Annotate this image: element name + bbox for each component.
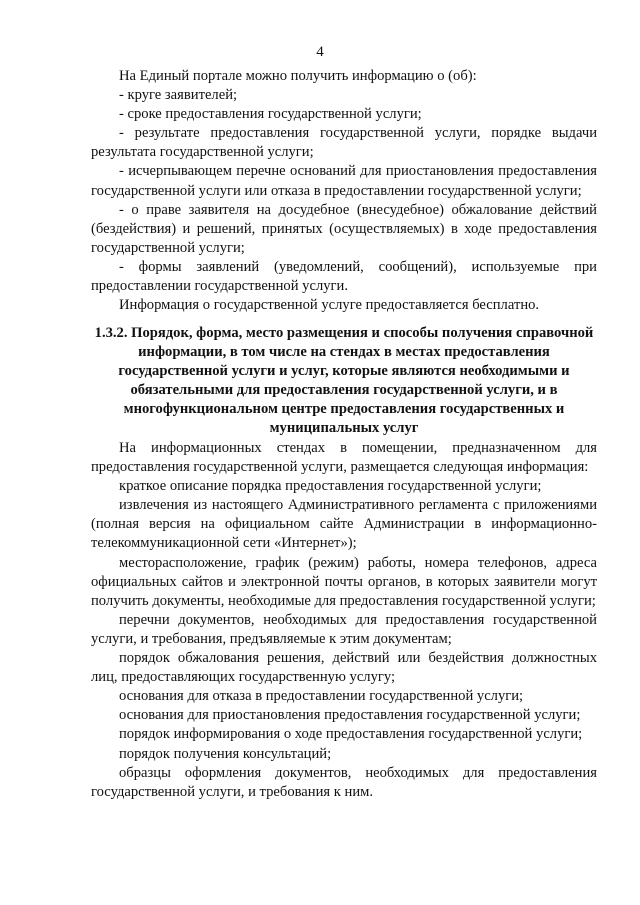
portal-info-lead: На Единый портале можно получить информацию о (об):	[119, 68, 477, 84]
list-item: основания для приостановления предоставления государственной услуги;	[119, 707, 581, 724]
list-item: - сроке предоставления государственной услуги;	[119, 106, 422, 123]
list-item: - круге заявителей;	[119, 87, 238, 104]
list-item: краткое описание порядка предоставления государственной услуги;	[119, 478, 542, 495]
list-item: - результате предоставления государственной услуги, порядке выдачи результата государственной услуги;	[91, 125, 597, 161]
section-heading: 1.3.2. Порядок, форма, место размещения и способы получения справочной информации, в том числе на стендах в местах предоставления государственной услуги и услуг, которые являются необходимыми и обязательными для предоставления государственной услуги, и в многофункциональном центре предоставления государственных и муниципальных услуг	[94, 325, 594, 436]
list-item: извлечения из настоящего Административного регламента с приложениями (полная версия на официальном сайте Администрации в информационно-телекоммуникационной сети «Интернет»);	[91, 497, 597, 552]
info-stands-block	[91, 439, 597, 802]
list-item: - исчерпывающем перечне оснований для приостановления предоставления государственной услуги или отказа в предоставлении государственной услуги;	[91, 163, 597, 199]
page-number: 4	[316, 44, 324, 60]
info-stands-lead: На информационных стендах в помещении, предназначенном для предоставления государственной услуги, размещается следующая информация:	[91, 440, 597, 476]
list-item: основания для отказа в предоставлении государственной услуги;	[119, 688, 524, 705]
list-item: порядок обжалования решения, действий или бездействия должностных лиц, предоставляющих государственную услугу;	[91, 650, 597, 686]
list-item: - формы заявлений (уведомлений, сообщений), используемые при предоставлении государственной услуги.	[91, 258, 597, 295]
list-item: порядок получения консультаций;	[119, 745, 332, 762]
portal-info-block	[91, 67, 597, 315]
list-item: месторасположение, график (режим) работы, номера телефонов, адреса официальных сайтов и электронной почты органов, в которых заявители могут получить документы, необходимые для предоставления государственной услуги;	[91, 554, 597, 609]
list-item: образцы оформления документов, необходимых для предоставления государственной услуги, и требования к ним.	[91, 764, 597, 800]
list-item: перечни документов, необходимых для предоставления государственной услуги, и требования, предъявляемые к этим документам;	[91, 611, 597, 647]
free-of-charge-note: Информация о государственной услуге предоставляется бесплатно.	[119, 297, 540, 314]
list-item: - о праве заявителя на досудебное (внесудебное) обжалование действий (бездействия) и решений, принятых (осуществляемых) в ходе предоставления государственной услуги;	[91, 201, 597, 256]
list-item: порядок информирования о ходе предоставления государственной услуги;	[119, 726, 583, 743]
